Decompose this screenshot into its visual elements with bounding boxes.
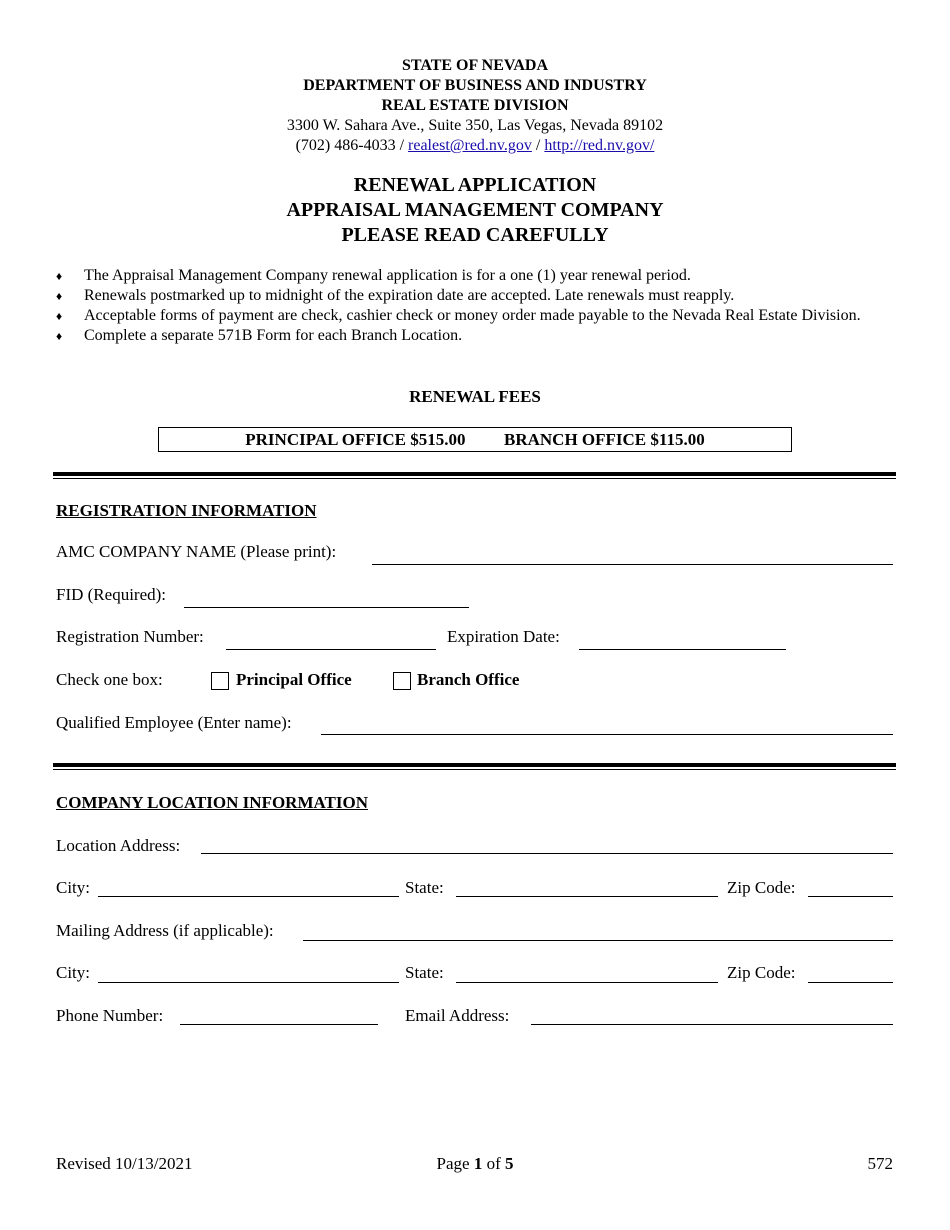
diamond-bullet-icon: ♦ [56,289,63,303]
mailing-address-label: Mailing Address (if applicable): [56,921,274,940]
fee-box [158,427,792,452]
mailing-address-field[interactable] [303,940,893,941]
page-total: 5 [504,1154,514,1173]
section-divider [53,472,896,476]
mailing-city-label: City: [56,963,91,982]
zip-code-label: Zip Code: [727,878,796,897]
email-address-label: Email Address: [405,1006,510,1025]
page-indicator: Page 1 of 5 [436,1154,514,1173]
zip-code-field[interactable] [808,896,893,897]
header-state: STATE OF NEVADA [401,57,549,74]
title-line-2: APPRAISAL MANAGEMENT COMPANY [286,199,664,221]
check-one-label: Check one box: [56,670,163,689]
diamond-bullet-icon: ♦ [56,269,63,283]
header-phone: (702) 486-4033 [295,137,396,154]
instruction-item: ♦ Complete a separate 571B Form for each Branch Location. [56,327,463,344]
separator: / [399,137,405,154]
expiration-date-field[interactable] [579,649,786,650]
location-address-field[interactable] [201,853,893,854]
state-field[interactable] [456,896,718,897]
separator: / [535,137,541,154]
section-divider-thin [53,769,896,770]
state-label: State: [405,878,444,897]
mailing-state-field[interactable] [456,982,718,983]
registration-heading: REGISTRATION INFORMATION [56,501,317,520]
header-division: REAL ESTATE DIVISION [381,97,569,114]
fid-field[interactable] [184,607,469,608]
mailing-city-field[interactable] [98,982,399,983]
registration-number-field[interactable] [226,649,436,650]
diamond-bullet-icon: ♦ [56,309,63,323]
city-field[interactable] [98,896,399,897]
title-line-1: RENEWAL APPLICATION [353,174,597,196]
city-label: City: [56,878,91,897]
header-address: 3300 W. Sahara Ave., Suite 350, Las Vegas, Nevada 89102 [286,117,664,134]
branch-office-checkbox[interactable] [393,672,411,690]
mailing-zip-label: Zip Code: [727,963,796,982]
renewal-fees-heading: RENEWAL FEES [409,387,541,406]
instruction-item: ♦ The Appraisal Management Company renewal application is for a one (1) year renewal period. [56,267,691,284]
expiration-date-label: Expiration Date: [447,627,560,646]
instruction-list [56,266,916,346]
email-address-field[interactable] [531,1024,893,1025]
form-title [0,173,950,248]
instruction-item: ♦ Acceptable forms of payment are check, cashier check or money order made payable to the Nevada Real Estate Division. [56,307,861,324]
form-number: 572 [867,1154,893,1173]
title-line-3: PLEASE READ CAREFULLY [341,224,609,246]
company-name-field[interactable] [372,564,893,565]
branch-office-label: Branch Office [417,670,520,689]
company-name-label: AMC COMPANY NAME (Please print): [56,542,337,561]
principal-office-label: Principal Office [236,670,352,689]
registration-number-label: Registration Number: [56,627,204,646]
section-divider [53,763,896,767]
qualified-employee-field[interactable] [321,734,893,735]
website-link[interactable]: http://red.nv.gov/ [544,137,655,154]
instruction-item: ♦ Renewals postmarked up to midnight of the expiration date are accepted. Late renewals must reapply. [56,287,735,304]
branch-fee: BRANCH OFFICE $115.00 [504,430,705,449]
page-number: 1 [473,1154,483,1173]
mailing-state-label: State: [405,963,444,982]
diamond-bullet-icon: ♦ [56,329,63,343]
revised-date: Revised 10/13/2021 [56,1154,193,1173]
fid-label: FID (Required): [56,585,167,604]
header-contact-line [0,136,950,156]
location-heading: COMPANY LOCATION INFORMATION [56,793,368,812]
mailing-zip-field[interactable] [808,982,893,983]
principal-fee: PRINCIPAL OFFICE $515.00 [245,430,466,449]
location-address-label: Location Address: [56,836,181,855]
qualified-employee-label: Qualified Employee (Enter name): [56,713,292,732]
section-divider-thin [53,478,896,479]
agency-header [0,56,950,156]
header-department: DEPARTMENT OF BUSINESS AND INDUSTRY [303,77,647,94]
phone-number-field[interactable] [180,1024,378,1025]
email-link[interactable]: realest@red.nv.gov [408,137,532,154]
phone-number-label: Phone Number: [56,1006,164,1025]
principal-office-checkbox[interactable] [211,672,229,690]
